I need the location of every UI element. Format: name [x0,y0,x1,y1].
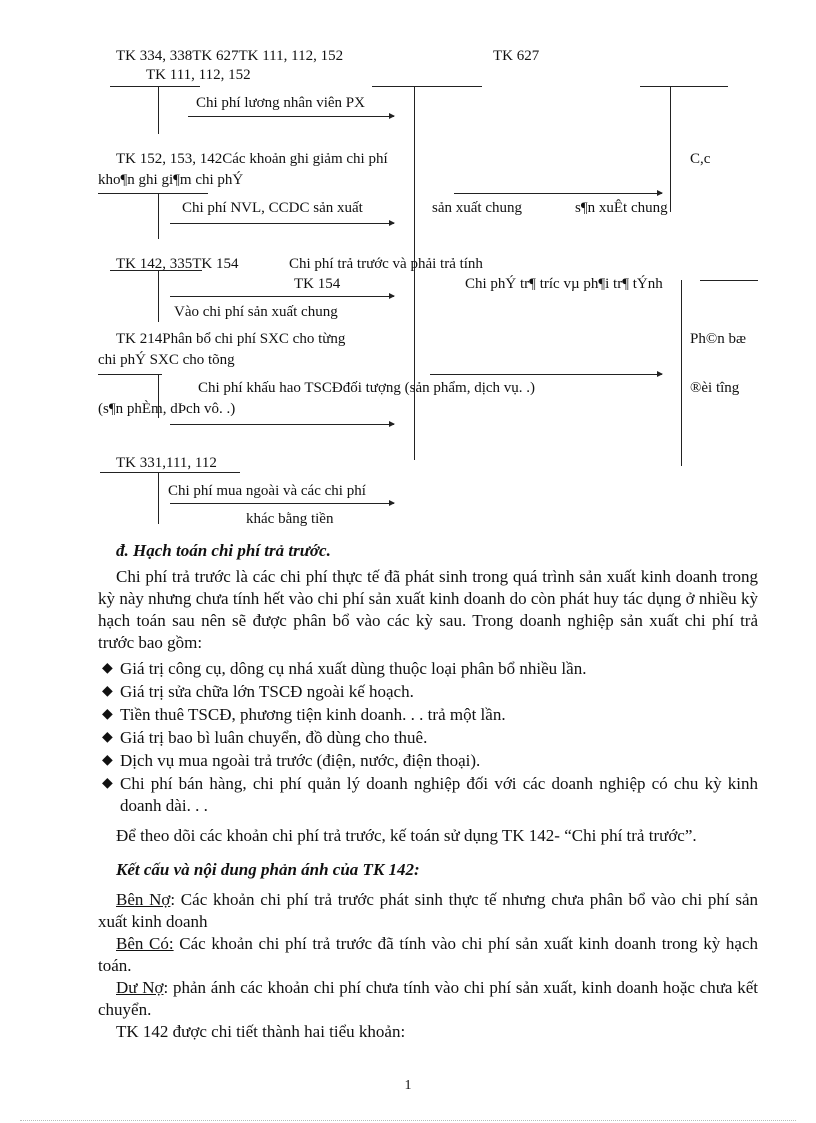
tk152-label: TK 152, 153, 142Các khoản ghi giảm chi phí [116,151,388,167]
tk331-label: TK 331,111, 112 [116,455,217,471]
t-account-stem [681,280,682,466]
t-account-top [98,374,162,375]
flow-arrow [454,193,662,194]
object-garbled-label: ®èi tîng [690,380,740,396]
t-account-top [100,472,240,473]
subheading: Kết cấu và nội dung phản ánh của TK 142: [116,860,420,879]
flow-arrow [170,296,394,297]
credit-paragraph: Bên Có: Các khoản chi phí trả trước đã tính vào chi phí sản xuất kinh doanh trong kỳ hạch toán. [98,934,759,975]
t-account-stem [670,86,671,212]
t-account-top [98,193,208,194]
purchased-cost-label: Chi phí mua ngoài và các chi phí [168,483,366,499]
tk214-label: TK 214Phân bổ chi phí SXC cho từng [116,331,346,347]
list-item: ◆ Giá trị bao bì luân chuyển, đồ dùng cho thuê. [102,728,428,747]
sxc-label: sản xuất chung [432,200,522,216]
list-item: ◆ Giá trị công cụ, dông cụ nhá xuất dùng thuộc loại phân bổ nhiều lần. [102,659,587,678]
list-item: ◆ Chi phí bán hàng, chi phí quản lý doanh nghiệp đối với các doanh nghiệp có chu kỳ kinh doanh dài. . . [102,774,758,815]
flow-arrow [170,223,394,224]
diamond-icon: ◆ [102,684,113,699]
tk154-label: TK 154 [294,276,341,292]
list-item: ◆ Tiền thuê TSCĐ, phương tiện kinh doanh. . . trả một lần. [102,705,506,724]
prepaid-items-list [98,658,758,817]
debit-label: Bên Nợ [116,890,171,909]
sxc-garbled-label: s¶n xuÊt chung [575,200,668,216]
list-item: ◆ Giá trị sửa chữa lớn TSCĐ ngoài kế hoạch. [102,682,414,701]
diamond-icon: ◆ [102,730,113,745]
prepaid-garbled-label: Chi phÝ tr¶ tríc vµ ph¶i tr¶ tÝnh [465,276,663,292]
t-account-top [640,86,728,87]
cost-sxc-garbled-label: chi phÝ SXC cho tõng [98,352,235,368]
diamond-icon: ◆ [102,776,113,791]
depreciation-label: Chi phí khấu hao TSCĐđối tượng (sản phẩm, dịch vụ. .) [198,380,536,396]
diamond-icon: ◆ [102,753,113,768]
section-body [98,540,758,1043]
t-account-stem [158,270,159,322]
page-number: 1 [404,1078,412,1093]
t-account-top [372,86,482,87]
tk142-label: TK 142, 335TK 154 [116,256,239,272]
t-account-stem [158,86,159,134]
flow-arrow [170,424,394,425]
t-account-stem [158,193,159,239]
flow-arrow [170,503,394,504]
diamond-icon: ◆ [102,707,113,722]
materials-label: Chi phí NVL, CCDC sản xuất [182,200,363,216]
diagram-accounts-header: TK 334, 338TK 627TK 111, 112, 152 [116,48,344,64]
t-account-stem [414,86,415,460]
flow-arrow [188,116,394,117]
t-account-top [110,86,200,87]
list-item: ◆ Dịch vụ mua ngoài trả trước (điện, nước, điện thoại). [102,751,481,770]
balance-label: Dư Nợ [116,978,164,997]
intro-paragraph: Chi phí trả trước là các chi phí thực tế đã phát sinh trong quá trình sản xuất kinh doanh trong kỳ này nhưng chưa tính hết vào chi phí sản xuất kinh doanh do còn phát huy tác dụng ở nhiều kỳ hạch toán sau nên sẽ được phân bổ vào các kỳ sau. Trong doanh nghiệp sản xuất chi phí trả trước bao gồm: [98,567,758,652]
balance-paragraph: Dư Nợ: phản ánh các khoản chi phí chưa tính vào chi phí sản xuất, kinh doanh hoặc chưa kết chuyển. [98,978,758,1019]
follow-paragraph: Để theo dõi các khoản chi phí trả trước, kế toán sử dụng TK 142- “Chi phí trả trước”. [116,826,697,845]
into-sxc-label: Vào chi phí sản xuất chung [174,304,338,320]
labor-cost-label: Chi phí lương nhân viên PX [196,95,365,111]
allocate-garbled-label: Ph©n bæ [690,331,746,347]
diamond-icon: ◆ [102,661,113,676]
section-heading: đ. Hạch toán chi phí trả trước. [116,541,331,560]
cac-label: C,c [690,151,711,167]
reduction-garbled-label: kho¶n ghi gi¶m chi phÝ [98,172,244,188]
prepaid-label: Chi phí trả trước và phải trả tính [289,256,483,272]
products-garbled-label: (s¶n phÈm, dÞch vô. .) [98,401,236,417]
debit-paragraph: Bên Nợ: Các khoản chi phí trả trước phát sinh thực tế nhưng chưa phân bổ vào chi phí sản xuất kinh doanh [98,890,759,931]
cash-cost-label: khác bằng tiền [246,511,334,527]
diagram-tk627-header: TK 627 [493,48,540,64]
credit-label: Bên Có: [116,934,174,953]
sub-accounts-line: TK 142 được chi tiết thành hai tiểu khoản: [116,1022,406,1041]
diagram-tk111-header: TK 111, 112, 152 [146,67,251,83]
t-account-stem [158,472,159,524]
flow-arrow [430,374,662,375]
t-account-top [700,280,758,281]
page-divider [20,1120,796,1121]
